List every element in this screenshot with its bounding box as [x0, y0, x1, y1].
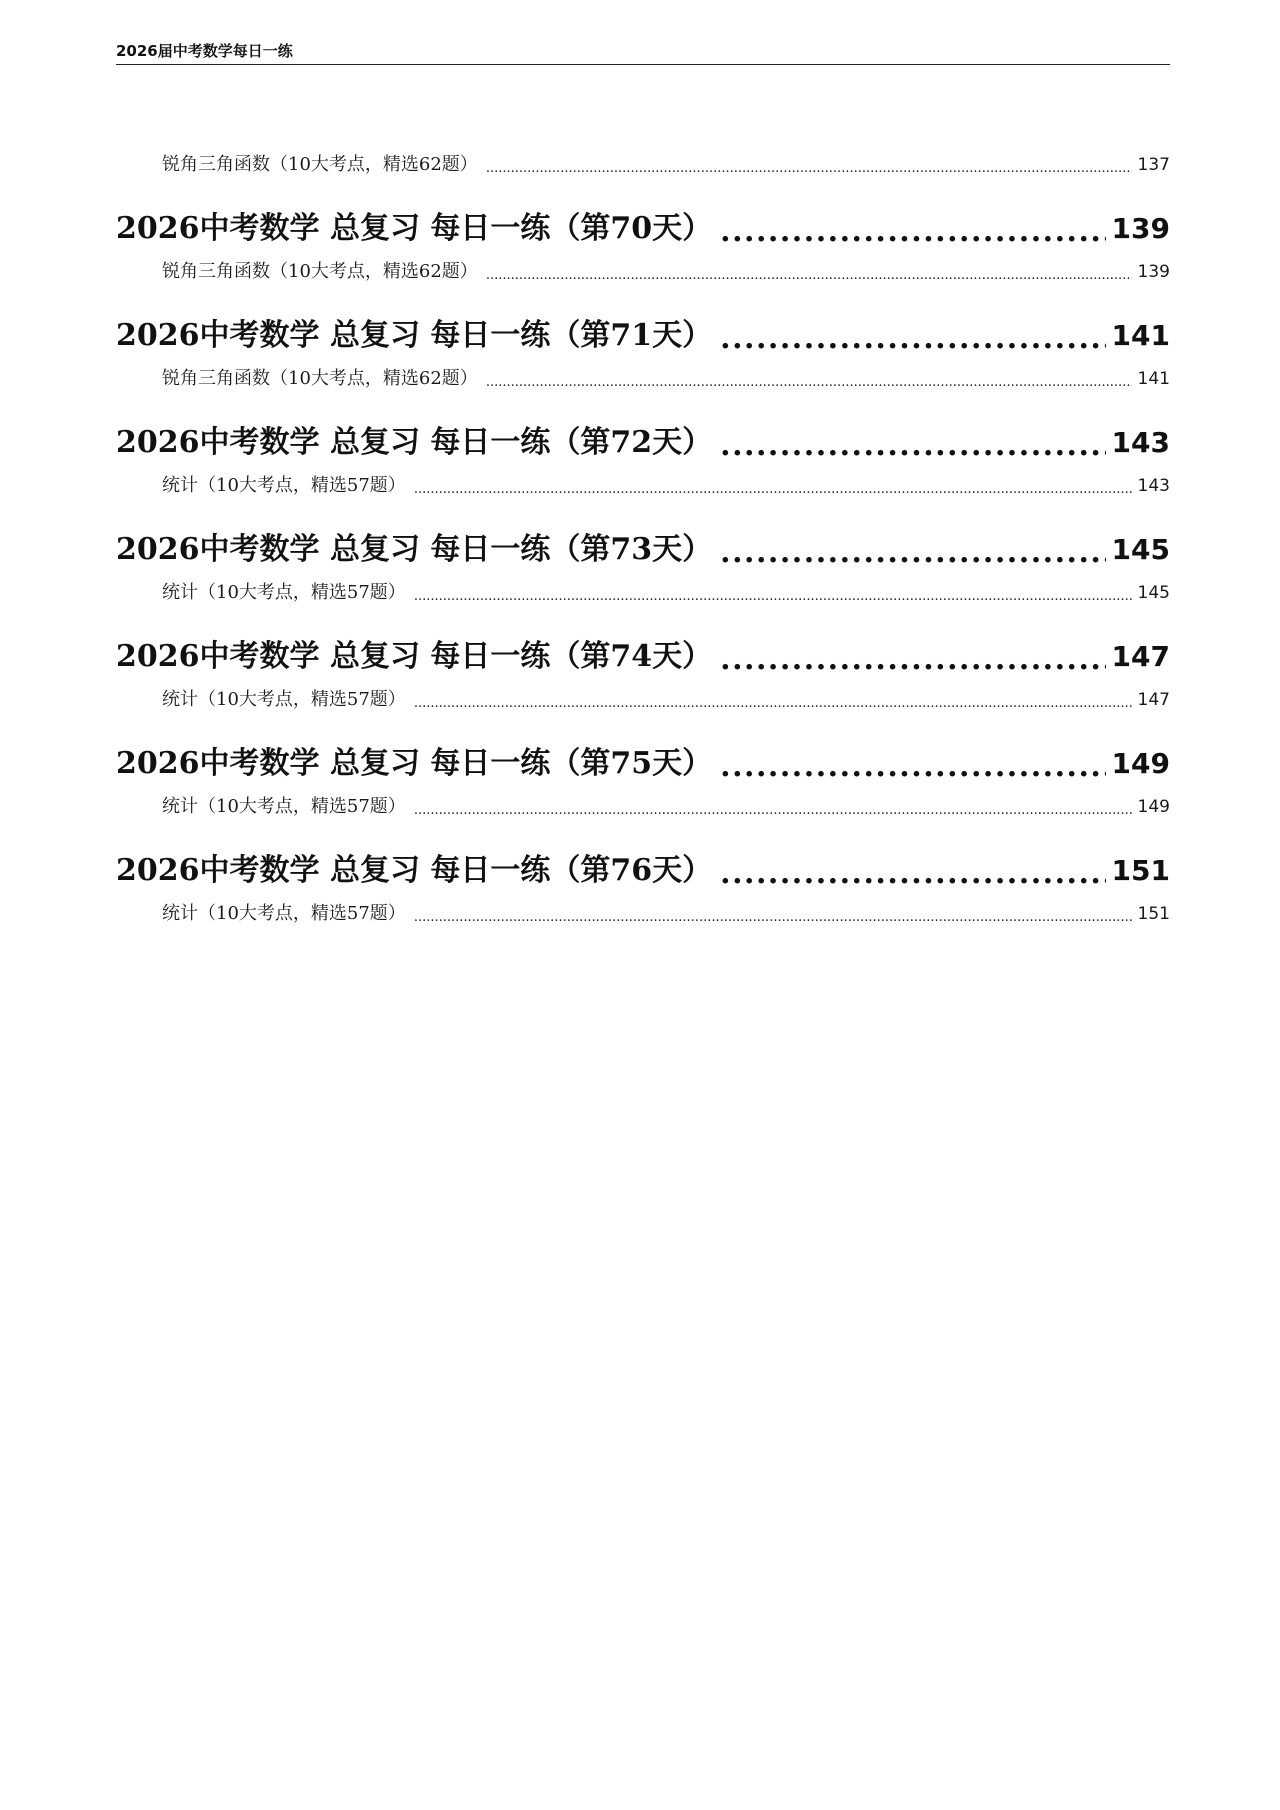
dot-leader	[720, 321, 1105, 351]
dot-leader	[720, 642, 1105, 672]
toc-entry-title: 统计（10大考点，精选57题）	[162, 689, 406, 710]
toc-entry-chapter[interactable]	[116, 631, 1170, 685]
toc-page-number: 143	[1111, 426, 1170, 459]
toc-entry-sub[interactable]	[116, 899, 1170, 952]
dot-leader	[720, 535, 1105, 565]
toc-page-number: 151	[1137, 904, 1170, 924]
toc-page-number: 141	[1111, 319, 1170, 352]
toc-page-number: 147	[1137, 690, 1170, 710]
toc-entry-title: 统计（10大考点，精选57题）	[162, 903, 406, 924]
header-divider	[116, 64, 1170, 65]
toc-entry-title: 2026中考数学 总复习 每日一练（第70天）	[116, 211, 713, 246]
toc-entry-chapter[interactable]	[116, 738, 1170, 792]
toc-entry-sub[interactable]	[116, 364, 1170, 417]
toc-entry-chapter[interactable]	[116, 310, 1170, 364]
toc-entry-sub[interactable]	[116, 792, 1170, 845]
dot-leader	[486, 375, 1132, 393]
toc-entry-title: 2026中考数学 总复习 每日一练（第72天）	[116, 425, 713, 460]
toc-entry-sub[interactable]	[116, 578, 1170, 631]
toc-page-number: 139	[1111, 212, 1170, 245]
dot-leader	[414, 589, 1132, 607]
running-header: 2026届中考数学每日一练	[116, 42, 293, 60]
toc-entry-title: 2026中考数学 总复习 每日一练（第73天）	[116, 532, 713, 567]
toc-entry-sub[interactable]	[116, 471, 1170, 524]
toc-entry-chapter[interactable]	[116, 845, 1170, 899]
toc-entry-sub[interactable]	[116, 685, 1170, 738]
toc-page-number: 145	[1137, 583, 1170, 603]
toc-page-number: 149	[1111, 747, 1170, 780]
toc-entry-chapter[interactable]	[116, 417, 1170, 471]
toc-entry-title: 2026中考数学 总复习 每日一练（第75天）	[116, 746, 713, 781]
toc-page-number: 147	[1111, 640, 1170, 673]
toc-entry-title: 锐角三角函数（10大考点，精选62题）	[162, 154, 478, 175]
toc-entry-title: 2026中考数学 总复习 每日一练（第76天）	[116, 853, 713, 888]
toc-page-number: 143	[1137, 476, 1170, 496]
toc-page-number: 145	[1111, 533, 1170, 566]
dot-leader	[720, 428, 1105, 458]
toc-page-number: 149	[1137, 797, 1170, 817]
toc-entry-title: 锐角三角函数（10大考点，精选62题）	[162, 261, 478, 282]
dot-leader	[414, 482, 1132, 500]
toc-page-number: 137	[1137, 155, 1170, 175]
toc-page-number: 139	[1137, 262, 1170, 282]
dot-leader	[414, 803, 1132, 821]
toc-page-number: 151	[1111, 854, 1170, 887]
toc-entry-title: 统计（10大考点，精选57题）	[162, 582, 406, 603]
dot-leader	[720, 749, 1105, 779]
toc-entry-title: 2026中考数学 总复习 每日一练（第71天）	[116, 318, 713, 353]
dot-leader	[486, 161, 1132, 179]
toc-entry-title: 统计（10大考点，精选57题）	[162, 796, 406, 817]
toc-entry-title: 锐角三角函数（10大考点，精选62题）	[162, 368, 478, 389]
table-of-contents	[116, 150, 1170, 952]
dot-leader	[720, 856, 1105, 886]
toc-page-number: 141	[1137, 369, 1170, 389]
toc-entry-sub[interactable]	[116, 257, 1170, 310]
toc-entry-sub[interactable]	[116, 150, 1170, 203]
toc-entry-title: 统计（10大考点，精选57题）	[162, 475, 406, 496]
dot-leader	[414, 696, 1132, 714]
dot-leader	[486, 268, 1132, 286]
toc-entry-chapter[interactable]	[116, 203, 1170, 257]
dot-leader	[414, 910, 1132, 928]
toc-entry-chapter[interactable]	[116, 524, 1170, 578]
toc-entry-title: 2026中考数学 总复习 每日一练（第74天）	[116, 639, 713, 674]
dot-leader	[720, 214, 1105, 244]
